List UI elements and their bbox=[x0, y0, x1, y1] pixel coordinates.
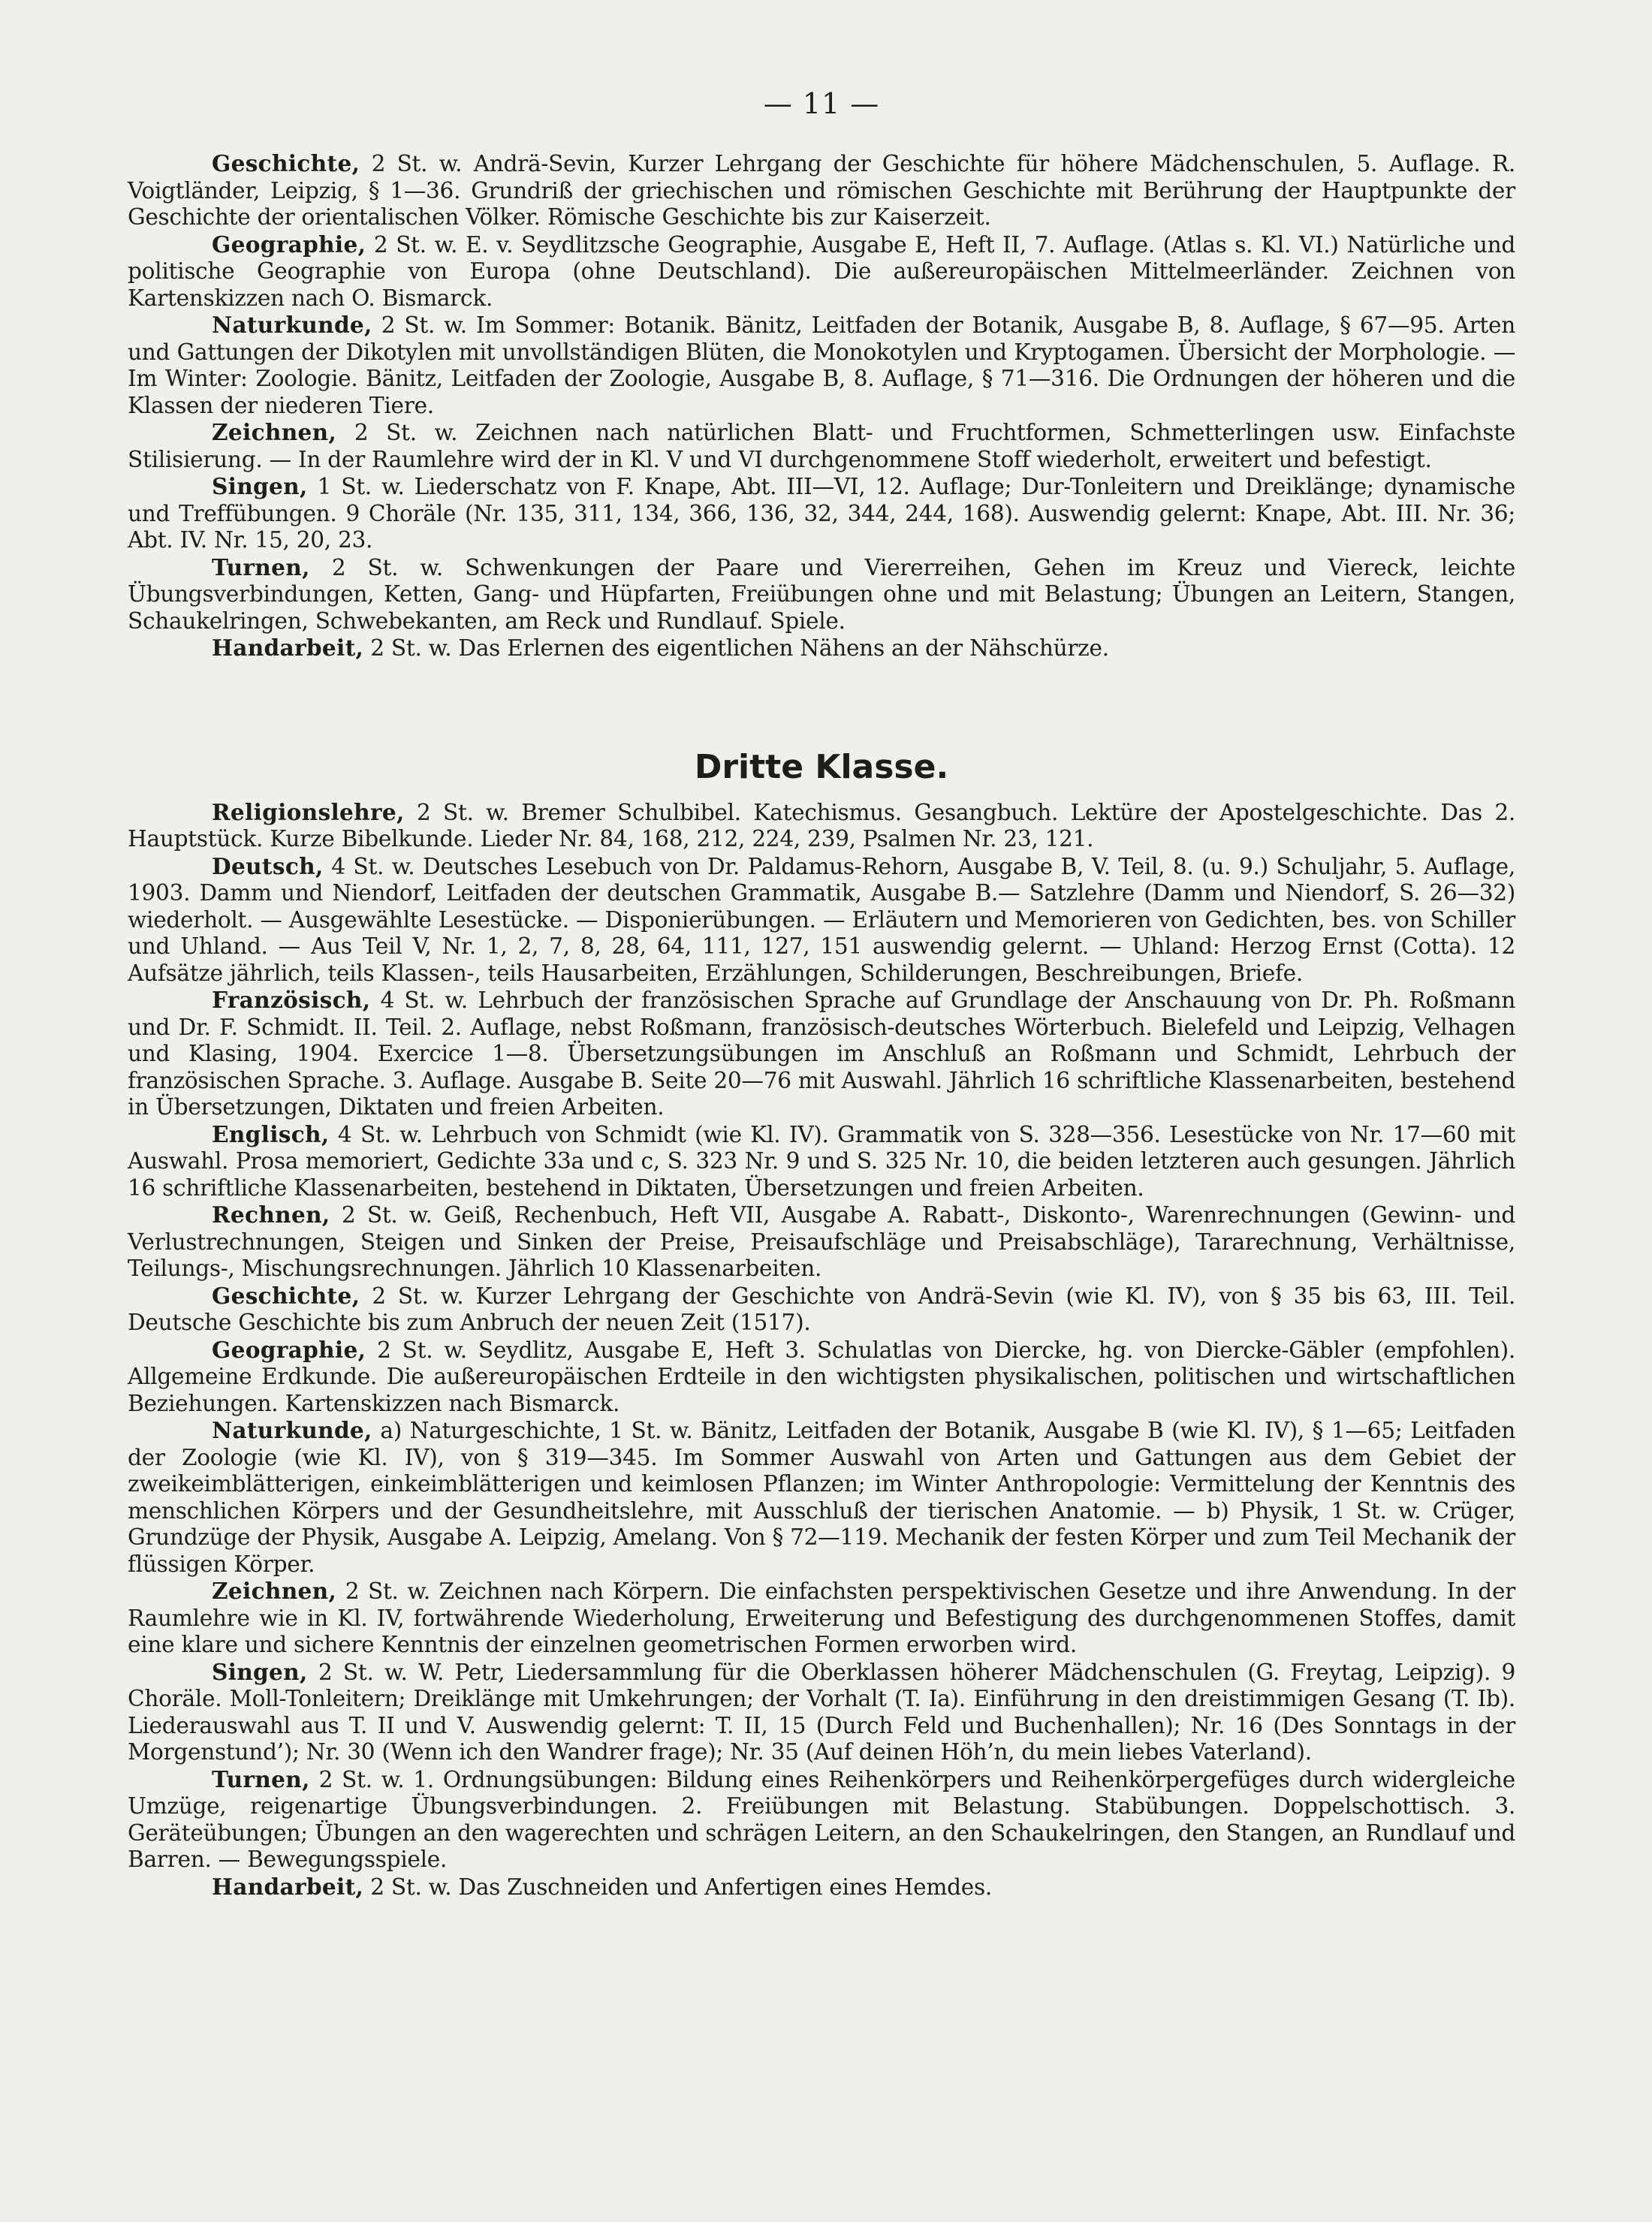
entry-text: a) Naturgeschichte, 1 St. w. Bänitz, Leitfaden der Botanik, Ausgabe B (wie Kl. IV), § 1—65; Leitfaden der Zoologie (wie Kl. IV), von § 319—345. Im Sommer Auswahl von Arten und Gattungen aus dem Gebiet der zweikeimblätterigen, einkeimblätterigen und keimlosen Pflanzen; im Winter Anthropologie: Vermittelung der Kenntnis des menschlichen Körpers und der Gesundheitslehre, mit Ausschluß der tierischen Anatomie. — b) Physik, 1 St. w. Crüger, Grundzüge der Physik, Ausgabe A. Leipzig, Amelang. Von § 72—119. Mechanik der festen Körper und zum Teil Mechanik der flüssigen Körper. bbox=[128, 1418, 1515, 1577]
entry-turnen bbox=[128, 554, 1515, 635]
subject-title: Geschichte, bbox=[212, 150, 360, 176]
subject-title: Zeichnen, bbox=[212, 419, 337, 445]
entry-naturkunde bbox=[128, 312, 1515, 419]
entry-text: 2 St. w. Seydlitz, Ausgabe E, Heft 3. Schulatlas von Diercke, hg. von Diercke-Gäbler (empfohlen). Allgemeine Erdkunde. Die außereuropäischen Erdteile in den wichtigsten physikalischen, politischen und wirtschaftlichen Beziehungen. Kartenskizzen nach Bismarck. bbox=[128, 1337, 1515, 1416]
entry-geographie bbox=[128, 1337, 1515, 1418]
entry-geschichte bbox=[128, 150, 1515, 231]
subject-title: Handarbeit, bbox=[212, 635, 364, 661]
entry-turnen bbox=[128, 1766, 1515, 1874]
entry-naturkunde bbox=[128, 1417, 1515, 1578]
page-number: — 11 — bbox=[763, 87, 880, 120]
subject-title: Englisch, bbox=[212, 1120, 330, 1147]
entry-text: 4 St. w. Deutsches Lesebuch von Dr. Paldamus-Rehorn, Ausgabe B, V. Teil, 8. (u. 9.) Schuljahr, 5. Auflage, 1903. Damm und Niendorf, Leitfaden der deutschen Grammatik, Ausgabe B.— Satzlehre (Damm und Niendorf, S. 26—32) wiederholt. — Ausgewählte Lesestücke. — Disponierübungen. — Erläutern und Memorieren von Gedichten, bes. von Schiller und Uhland. — Aus Teil V, Nr. 1, 2, 7, 8, 28, 64, 111, 127, 151 auswendig gelernt. — Uhland: Herzog Ernst (Cotta). 12 Aufsätze jährlich, teils Klassen-, teils Hausarbeiten, Erzählungen, Schilderungen, Beschreibungen, Briefe. bbox=[128, 853, 1515, 986]
entry-text: 2 St. w. Kurzer Lehrgang der Geschichte von Andrä-Sevin (wie Kl. IV), von § 35 bis 63, III. Teil. Deutsche Geschichte bis zum Anbruch der neuen Zeit (1517). bbox=[128, 1283, 1515, 1335]
entry-religionslehre bbox=[128, 799, 1515, 853]
entry-text: 2 St. w. Im Sommer: Botanik. Bänitz, Leitfaden der Botanik, Ausgabe B, 8. Auflage, § 67—95. Arten und Gattungen der Dikotylen mit unvollständigen Blüten, die Monokotylen und Kryptogamen. Übersicht der Morphologie. — Im Winter: Zoologie. Bänitz, Leitfaden der Zoologie, Ausgabe B, 8. Auflage, § 71—316. Die Ordnungen der höheren und die Klassen der niederen Tiere. bbox=[128, 312, 1515, 418]
subject-title: Geschichte, bbox=[212, 1282, 360, 1309]
entry-text: 2 St. w. 1. Ordnungsübungen: Bildung eines Reihenkörpers und Reihenkörpergefüges durch widergleiche Umzüge, reigenartige Übungsverbindungen. 2. Freiübungen mit Belastung. Stabübungen. Doppelschottisch. 3. Geräteübungen; Übungen an den wagerechten und schrägen Leitern, an den Schaukelringen, den Stangen, an Rundlauf und Barren. — Bewegungsspiele. bbox=[128, 1766, 1515, 1872]
entry-text: 1 St. w. Liederschatz von F. Knape, Abt. III—VI, 12. Auflage; Dur-Tonleitern und Dreiklänge; dynamische und Treffübungen. 9 Choräle (Nr. 135, 311, 134, 366, 136, 32, 344, 244, 168). Auswendig gelernt: Knape, Abt. III. Nr. 36; Abt. IV. Nr. 15, 20, 23. bbox=[128, 474, 1515, 553]
subject-title: Zeichnen, bbox=[212, 1578, 337, 1604]
subject-title: Singen, bbox=[212, 473, 308, 499]
subject-title: Religionslehre, bbox=[212, 798, 405, 825]
entry-text: 4 St. w. Lehrbuch von Schmidt (wie Kl. IV). Grammatik von S. 328—356. Lesestücke von Nr. 17—60 mit Auswahl. Prosa memoriert, Gedichte 33a und c, S. 323 Nr. 9 und S. 325 Nr. 10, die beiden letzteren auch gesungen. Jährlich 16 schriftliche Klassenarbeiten, bestehend in Diktaten, Übersetzungen und freien Arbeiten. bbox=[128, 1121, 1515, 1201]
entry-geographie bbox=[128, 231, 1515, 312]
entry-text: 2 St. w. Andrä-Sevin, Kurzer Lehrgang der Geschichte für höhere Mädchenschulen, 5. Auflage. R. Voigtländer, Leipzig, § 1—36. Grundriß der griechischen und römischen Geschichte mit Berührung der Hauptpunkte der Geschichte der orientalischen Völker. Römische Geschichte bis zur Kaiserzeit. bbox=[128, 151, 1515, 230]
entry-text: 2 St. w. E. v. Seydlitzsche Geographie, Ausgabe E, Heft II, 7. Auflage. (Atlas s. Kl. VI.) Natürliche und politische Geographie von Europa (ohne Deutschland). Die außereuropäischen Mittelmeerländer. Zeichnen von Kartenskizzen nach O. Bismarck. bbox=[128, 231, 1515, 311]
subject-title: Turnen, bbox=[212, 1765, 310, 1792]
entry-text: 2 St. w. Das Zuschneiden und Anfertigen eines Hemdes. bbox=[363, 1874, 992, 1900]
entry-text: 2 St. w. Schwenkungen der Paare und Viererreihen, Gehen im Kreuz und Viereck, leichte Übungsverbindungen, Ketten, Gang- und Hüpfarten, Freiübungen ohne und mit Belastung; Übungen an Leitern, Stangen, Schaukelringen, Schwebekanten, am Reck und Rundlauf. Spiele. bbox=[128, 554, 1515, 634]
entry-text: 2 St. w. Geiß, Rechenbuch, Heft VII, Ausgabe A. Rabatt-, Diskonto-, Warenrechnungen (Gewinn- und Verlustrechnungen, Steigen und Sinken der Preise, Preisaufschläge und Preisabschläge), Tararechnung, Verhältnisse, Teilungs-, Mischungsrechnungen. Jährlich 10 Klassenarbeiten. bbox=[128, 1202, 1515, 1281]
entry-text: 2 St. w. Das Erlernen des eigentlichen Nähens an der Nähschürze. bbox=[363, 635, 1109, 661]
entry-text: 2 St. w. Zeichnen nach Körpern. Die einfachsten perspektivischen Gesetze und ihre Anwendung. In der Raumlehre wie in Kl. IV, fortwährende Wiederholung, Erweiterung und Befestigung des durchgenommenen Stoffes, damit eine klare und sichere Kenntnis der einzelnen geometrischen Formen erworben wird. bbox=[128, 1578, 1515, 1657]
entry-singen bbox=[128, 473, 1515, 554]
section-heading-dritte-klasse: Dritte Klasse. bbox=[694, 747, 949, 786]
entry-rechnen bbox=[128, 1201, 1515, 1283]
entry-text: 2 St. w. W. Petr, Liedersammlung für die Oberklassen höherer Mädchenschulen (G. Freytag, Leipzig). 9 Choräle. Moll-Tonleitern; Dreiklänge mit Umkehrungen; der Vorhalt (T. Ia). Einführung in den dreistimmigen Gesang (T. Ib). Liederauswahl aus T. II und V. Auswendig gelernt: T. II, 15 (Durch Feld und Buchenhallen); Nr. 16 (Des Sonntags in der Morgenstund’); Nr. 30 (Wenn ich den Wandrer frage); Nr. 35 (Auf deinen Höh’n, du mein liebes Vaterland). bbox=[128, 1659, 1515, 1765]
entry-handarbeit bbox=[128, 1874, 1515, 1901]
entry-handarbeit bbox=[128, 635, 1515, 662]
entry-singen bbox=[128, 1659, 1515, 1766]
entry-text: 4 St. w. Lehrbuch der französischen Sprache auf Grundlage der Anschauung von Dr. Ph. Roßmann und Dr. F. Schmidt. II. Teil. 2. Auflage, nebst Roßmann, französisch-deutsches Wörterbuch. Bielefeld und Leipzig, Velhagen und Klasing, 1904. Exercice 1—8. Übersetzungsübungen im Anschluß an Roßmann und Schmidt, Lehrbuch der französischen Sprache. 3. Auflage. Ausgabe B. Seite 20—76 mit Auswahl. Jährlich 16 schriftliche Klassenarbeiten, bestehend in Übersetzungen, Diktaten und freien Arbeiten. bbox=[128, 987, 1515, 1120]
entry-zeichnen bbox=[128, 1578, 1515, 1659]
entry-franzoesisch bbox=[128, 987, 1515, 1121]
subject-title: Singen, bbox=[212, 1658, 308, 1685]
subject-title: Französisch, bbox=[212, 987, 371, 1013]
entry-text: 2 St. w. Bremer Schulbibel. Katechismus. Gesangbuch. Lektüre der Apostelgeschichte. Das 2. Hauptstück. Kurze Bibelkunde. Lieder Nr. 84, 168, 212, 224, 239, Psalmen Nr. 23, 121. bbox=[128, 799, 1515, 852]
subject-title: Naturkunde, bbox=[212, 1417, 372, 1443]
entry-englisch bbox=[128, 1121, 1515, 1202]
subject-title: Naturkunde, bbox=[212, 312, 372, 338]
entry-text: 2 St. w. Zeichnen nach natürlichen Blatt- und Fruchtformen, Schmetterlingen usw. Einfachste Stilisierung. — In der Raumlehre wird der in Kl. V und VI durchgenommene Stoff wiederholt, erweitert und befestigt. bbox=[128, 420, 1515, 472]
entry-geschichte bbox=[128, 1283, 1515, 1337]
entry-deutsch bbox=[128, 853, 1515, 987]
entry-zeichnen bbox=[128, 419, 1515, 473]
subject-title: Geographie, bbox=[212, 1336, 366, 1363]
section-dritte-klasse bbox=[128, 799, 1515, 1901]
subject-title: Deutsch, bbox=[212, 852, 324, 879]
subject-title: Rechnen, bbox=[212, 1201, 330, 1228]
subject-title: Geographie, bbox=[212, 231, 366, 258]
section-previous-class bbox=[128, 150, 1515, 662]
subject-title: Handarbeit, bbox=[212, 1873, 364, 1900]
subject-title: Turnen, bbox=[212, 553, 310, 580]
